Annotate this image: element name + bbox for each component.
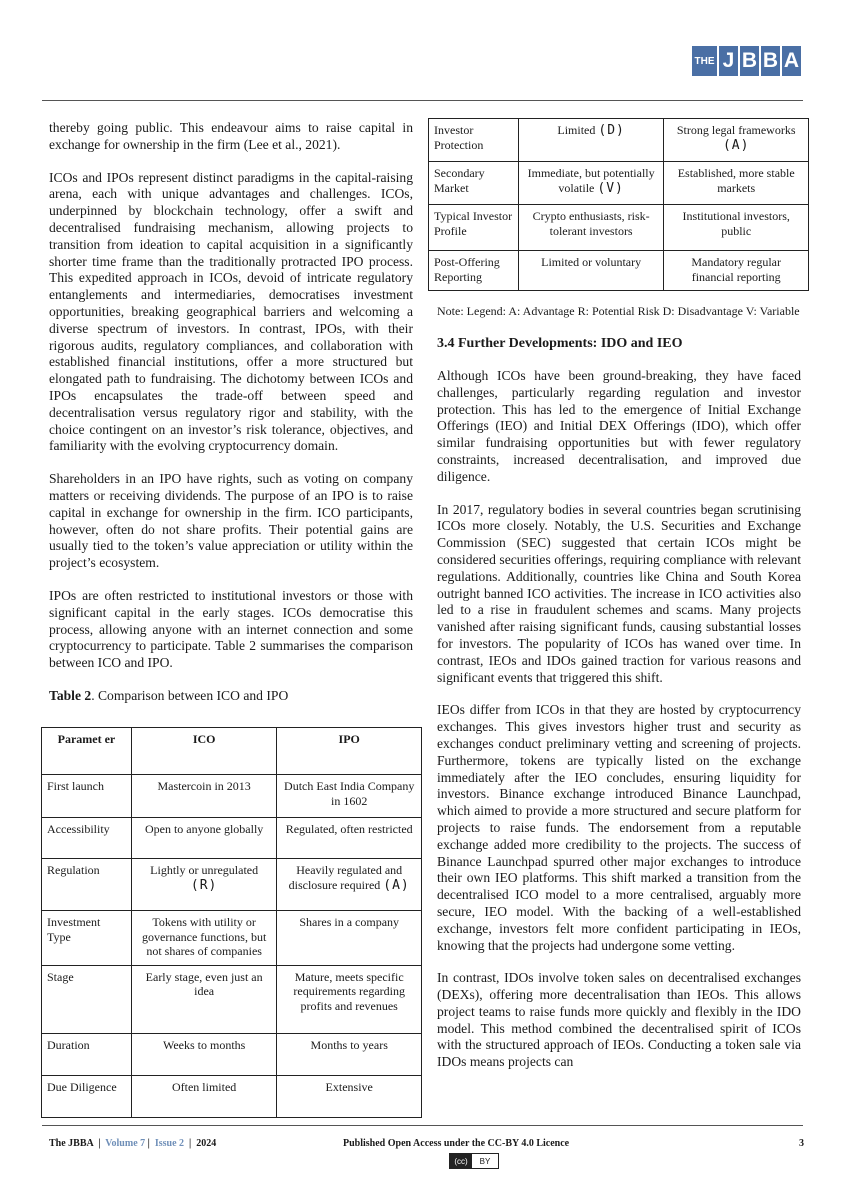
legend-mark: (V) bbox=[597, 180, 624, 196]
row-parameter-text: Stage bbox=[47, 969, 74, 984]
row-parameter-text: Due Diligence bbox=[47, 1079, 117, 1094]
row-ipo-value bbox=[664, 251, 809, 291]
row-ico-value-text: Lightly or unregulated bbox=[150, 863, 259, 877]
row-ico-value bbox=[131, 1033, 277, 1075]
by-icon: BY bbox=[472, 1154, 498, 1168]
column-header-ico: ICO bbox=[131, 728, 277, 775]
row-ico-value-text: Limited or voluntary bbox=[541, 255, 642, 269]
row-ico-value-text: Often limited bbox=[171, 1079, 237, 1094]
row-parameter bbox=[429, 205, 519, 251]
body-paragraph: Although ICOs have been ground-breaking, they have faced challenges, particularly regarding regulation and investor protection. This has led to the emergence of Initial Exchange Offerings (IEO) and Initial DEX Offerings (IDO), which offer similar fundraising opportunities but with fewer regulatory constraints, increased decentralisation, and improved due diligence. bbox=[437, 368, 801, 484]
row-parameter-text: Secondary Market bbox=[434, 166, 485, 195]
row-ipo-value bbox=[277, 1033, 422, 1075]
table-row bbox=[42, 859, 422, 911]
legend-mark: (R) bbox=[190, 877, 218, 893]
row-ipo-value bbox=[277, 859, 422, 911]
footer-divider bbox=[42, 1125, 803, 1126]
row-parameter-text: Post-Offering Reporting bbox=[434, 255, 500, 284]
table-row bbox=[42, 818, 422, 859]
row-ipo-value-text: Established, more stable markets bbox=[677, 166, 795, 195]
row-parameter-text: Typical Investor Profile bbox=[434, 209, 513, 238]
row-parameter bbox=[429, 251, 519, 291]
row-ipo-value-text: Regulated, often restricted bbox=[285, 822, 413, 836]
column-header-ipo: IPO bbox=[277, 728, 422, 775]
comparison-table bbox=[41, 727, 422, 1118]
row-ipo-value-text: Institutional investors, public bbox=[682, 209, 790, 238]
table-note: Note: Legend: A: Advantage R: Potential Risk D: Disadvantage V: Variable bbox=[437, 304, 800, 318]
journal-logo bbox=[692, 46, 802, 76]
footer-separator: | bbox=[189, 1138, 192, 1149]
row-parameter bbox=[42, 911, 132, 966]
body-paragraph: Shareholders in an IPO have rights, such as voting on company matters or receiving dividends. The purpose of an IPO is to raise capital in exchange for ownership in the firm. ICO participants, however, often do not share profits. Their potential gains are usually tied to the token’s value appreciation or utility within the project’s ecosystem. bbox=[49, 471, 413, 571]
row-ico-value bbox=[518, 205, 664, 251]
logo-letter: B bbox=[740, 46, 759, 76]
row-parameter-text: Investment Type bbox=[47, 915, 101, 944]
footer-year: 2024 bbox=[196, 1138, 217, 1149]
row-parameter-text: Duration bbox=[47, 1037, 90, 1052]
row-ico-value bbox=[131, 1075, 277, 1117]
row-ipo-value-text: Extensive bbox=[325, 1079, 373, 1094]
body-paragraph: IPOs are often restricted to institutional investors or those with significant capital in the early stages. ICOs democratise this process, allowing anyone with an internet connection and some cryptocurrency to participate. Table 2 summarises the comparison between ICO and IPO. bbox=[49, 587, 413, 671]
table-row bbox=[42, 1033, 422, 1075]
row-parameter-text: Accessibility bbox=[47, 822, 110, 836]
logo-letter: J bbox=[719, 46, 738, 76]
row-ipo-value-text: Months to years bbox=[310, 1037, 388, 1052]
row-parameter bbox=[429, 119, 519, 162]
footer-issue: Issue 2 bbox=[154, 1138, 185, 1149]
row-ipo-value bbox=[277, 965, 422, 1033]
cc-icon: (cc) bbox=[450, 1154, 472, 1168]
footer-separator: | bbox=[147, 1138, 150, 1149]
row-ipo-value bbox=[277, 911, 422, 966]
row-ipo-value-text: Strong legal frameworks bbox=[676, 123, 796, 137]
row-parameter bbox=[42, 1033, 132, 1075]
legend-mark: (A) bbox=[383, 877, 410, 893]
footer-volume: Volume 7 bbox=[105, 1138, 146, 1149]
legend-mark: (A) bbox=[722, 137, 750, 153]
logo-letter: B bbox=[761, 46, 780, 76]
logo-letter: A bbox=[782, 46, 801, 76]
row-ipo-value bbox=[277, 1075, 422, 1117]
footer-separator: | bbox=[98, 1138, 101, 1149]
row-ipo-value bbox=[277, 818, 422, 859]
row-ipo-value bbox=[664, 162, 809, 205]
table-row bbox=[42, 965, 422, 1033]
row-ipo-value bbox=[664, 119, 809, 162]
body-paragraph: In 2017, regulatory bodies in several countries began scrutinising ICOs more closely. Notably, the U.S. Securities and Exchange Commission (SEC) suggested that certain ICOs might be considered securities offerings, requiring compliance with relevant regulations. Additionally, countries like China and South Korea outright banned ICO activities. The increase in ICO activities also led to a rise in fraudulent schemes and scams. Many projects vanished after raising significant funds, causing substantial losses for investors. The popularity of ICOs has waned over time. In contrast, IEOs and IDOs gained traction for various reasons and significant events that triggered this shift. bbox=[437, 501, 801, 685]
row-parameter bbox=[42, 775, 132, 818]
header-divider bbox=[42, 100, 803, 101]
row-ico-value-text: Early stage, even just an idea bbox=[145, 969, 263, 998]
row-ico-value bbox=[518, 251, 664, 291]
left-column bbox=[49, 120, 413, 721]
row-parameter-text: Investor Protection bbox=[434, 123, 484, 152]
body-paragraph: thereby going public. This endeavour aims to raise capital in exchange for ownership in the firm (Lee et al., 2021). bbox=[49, 120, 413, 152]
row-ipo-value-text: Heavily regulated and disclosure required bbox=[288, 863, 403, 892]
table-row bbox=[429, 205, 809, 251]
row-ipo-value-text: Dutch East India Company in 1602 bbox=[284, 779, 415, 808]
row-parameter-text: First launch bbox=[47, 779, 104, 793]
footer-journal-info bbox=[49, 1138, 216, 1149]
row-ico-value-text: Immediate, but potentially volatile bbox=[527, 166, 655, 195]
body-paragraph: ICOs and IPOs represent distinct paradigms in the capital-raising arena, each with unique advantages and challenges. ICOs, underpinned by blockchain technology, offer a swift and decentralised fundraising mechanism, allowing projects to transition from ideation to capital acquisition in a significantly shorter time frame than the traditionally protracted IPO process. This expedited approach in ICOs, devoid of intricate regulatory entanglements and intermediaries, democratises investment opportunities, breaking geographical barriers and welcoming a diverse spectrum of investors. In contrast, IPOs, with their rigorous audits, regulatory compliances, and collaboration with established financial institutions, offer a more structured but elongated path to fundraising. The dichotomy between ICOs and IPOs encapsulates the trade-off between speed and decentralisation versus regulatory rigor and stability, with the choice contingent on an investor’s risk tolerance, objectives, and familiarity with the evolving cryptocurrency domain. bbox=[49, 169, 413, 454]
table-row bbox=[42, 1075, 422, 1117]
row-ico-value bbox=[131, 818, 277, 859]
table-caption bbox=[49, 688, 413, 705]
table-row bbox=[42, 775, 422, 818]
row-parameter bbox=[42, 859, 132, 911]
row-parameter bbox=[42, 818, 132, 859]
table-caption-label: Table 2 bbox=[49, 687, 92, 703]
row-ico-value bbox=[131, 859, 277, 911]
row-ico-value bbox=[131, 775, 277, 818]
table-row bbox=[429, 162, 809, 205]
section-heading: 3.4 Further Developments: IDO and IEO bbox=[437, 336, 683, 351]
body-paragraph: IEOs differ from ICOs in that they are hosted by cryptocurrency exchanges. This gives investors higher trust and security as exchanges conduct preliminary vetting and screening of projects. Furthermore, tokens are typically listed on the exchange immediately after the IEO concludes, ensuring liquidity for investors. Binance exchange introduced Binance Launchpad, which aimed to provide a more structured and secure platform for projects to raise funds. The endorsement from a reputable exchange added more credibility to the projects. The success of Binance Launchpad spurred other major exchanges to introduce their own IEO platforms. This shift marked a transition from the decentralised ICO model to a more centralised, arguably more secure, IEO model. With the backing of a well-established exchange, investors felt more confident participating in IEOs, knowing that the projects had undergone some vetting. bbox=[437, 702, 801, 953]
table-caption-text: . Comparison between ICO and IPO bbox=[91, 687, 289, 703]
table-row bbox=[42, 911, 422, 966]
row-ico-value-text: Weeks to months bbox=[162, 1037, 246, 1052]
row-parameter-text: Regulation bbox=[47, 863, 100, 877]
row-ipo-value-text: Mature, meets specific requirements regarding profits and revenues bbox=[293, 969, 406, 1013]
row-ico-value-text: Crypto enthusiasts, risk-tolerant investors bbox=[532, 209, 650, 238]
row-ico-value bbox=[518, 119, 664, 162]
row-ico-value-text: Mastercoin in 2013 bbox=[157, 779, 251, 793]
footer-journal-name: The JBBA bbox=[49, 1138, 94, 1149]
right-column bbox=[437, 304, 801, 1087]
legend-mark: (D) bbox=[598, 123, 625, 138]
row-ico-value bbox=[131, 911, 277, 966]
page-number: 3 bbox=[799, 1138, 804, 1149]
row-ico-value-text: Limited bbox=[557, 123, 596, 137]
row-ipo-value bbox=[664, 205, 809, 251]
row-ipo-value-text: Mandatory regular financial reporting bbox=[691, 255, 782, 284]
table-row bbox=[429, 119, 809, 162]
row-ipo-value-text: Shares in a company bbox=[299, 915, 400, 929]
column-header-parameter: Paramet er bbox=[42, 728, 132, 775]
row-parameter bbox=[42, 1075, 132, 1117]
row-ico-value-text: Open to anyone globally bbox=[144, 822, 264, 836]
row-ico-value bbox=[518, 162, 664, 205]
row-parameter bbox=[42, 965, 132, 1033]
row-ico-value bbox=[131, 965, 277, 1033]
row-parameter bbox=[429, 162, 519, 205]
row-ico-value-text: Tokens with utility or governance functions, but not shares of companies bbox=[142, 915, 267, 958]
cc-by-badge bbox=[449, 1153, 499, 1169]
comparison-table-continued bbox=[428, 118, 809, 291]
row-ipo-value bbox=[277, 775, 422, 818]
footer-licence: Published Open Access under the CC-BY 4.0 Licence bbox=[343, 1138, 570, 1149]
table-row bbox=[429, 251, 809, 291]
body-paragraph: In contrast, IDOs involve token sales on decentralised exchanges (DEXs), offering more decentralisation than IEOs. This allows project teams to raise funds more quickly and flexibly in the IDO model. This method combined the decentralised spirit of ICOs with the structured approach of IEOs. Conducting a token sale via IDOs means projects can bbox=[437, 970, 801, 1070]
logo-the: THE bbox=[692, 46, 717, 76]
